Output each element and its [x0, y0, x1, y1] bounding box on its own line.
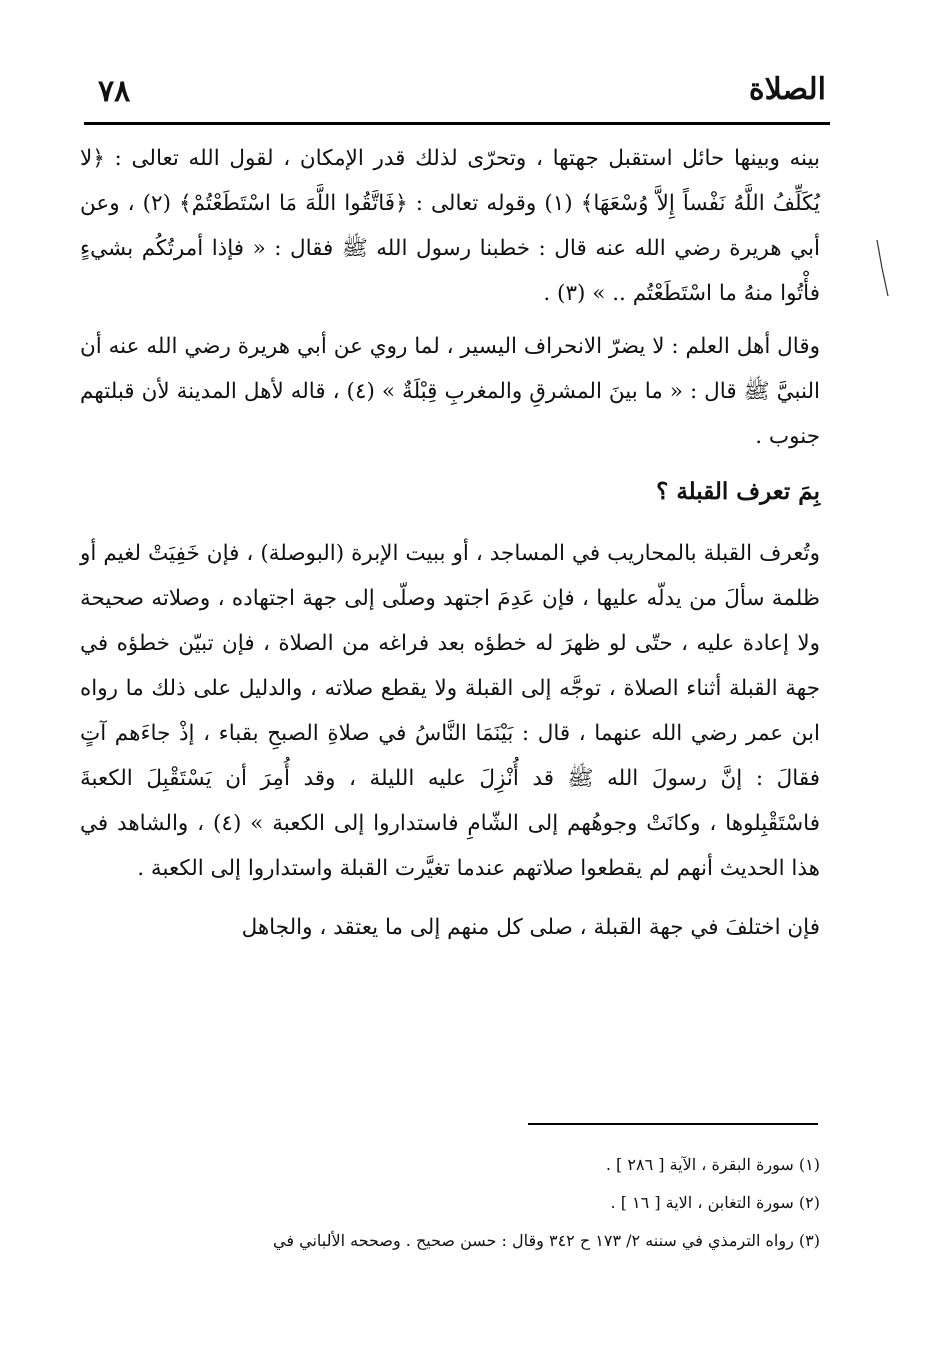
- header-rule: [84, 122, 830, 125]
- paragraph-3: وتُعرف القبلة بالمحاريب في المساجد ، أو ببيت الإبرة (البوصلة) ، فإن خَفِيَتْ لغيم أو ظلمة سألَ من يدلّه عليها ، فإن عَدِمَ اجتهد وصلّى إلى جهة اجتهاده ، وصلاته صحيحة ولا إعادة عليه ، حتّى لو ظهرَ له خطؤه بعد فراغه من الصلاة ، فإن تبيّن خطؤه في جهة القبلة أثناء الصلاة ، توجَّه إلى القبلة ولا يقطع صلاته ، والدليل على ذلك ما رواه ابن عمر رضي الله عنهما ، قال : بَيْنَمَا النَّاسُ في صلاةِ الصبحِ بقباء ، إذْ جاءَهم آتٍ فقالَ : إنَّ رسولَ الله ﷺ قد أُنْزِلَ عليه الليلة ، وقد أُمِرَ أن يَسْتَقْبِلَ الكعبةَ فاسْتَقْبِلوها ، وكانَتْ وجوهُهم إلى الشّامِ فاستداروا إلى الكعبة » (٤) ، والشاهد في هذا الحديث أنهم لم يقطعوا صلاتهم عندما تغيَّرت القبلة واستداروا إلى الكعبة .: [80, 541, 820, 881]
- margin-mark: [874, 238, 892, 298]
- paragraph-1: بينه وبينها حائل استقبل جهتها ، وتحرّى لذلك قدر الإمكان ، لقول الله تعالى : ﴿لا يُكَلِّفُ اللَّهُ نَفْساً إِلاَّ وُسْعَهَا﴾ (١) وقوله تعالى : ﴿فَاتَّقُوا اللَّهَ مَا اسْتَطَعْتُمْ﴾ (٢) ، وعن أبي هريرة رضي الله عنه قال : خطبنا رسول الله ﷺ فقال : « فإذا أمرتُكُم بشيءٍ فأْتُوا منهُ ما اسْتَطَعْتُم .. » (٣) .: [80, 146, 820, 306]
- paragraph-4: فإن اختلفَ في جهة القبلة ، صلى كل منهم إلى ما يعتقد ، والجاهل: [241, 915, 820, 940]
- footnote-2: (٢) سورة التغابن ، الاية [ ١٦ ] .: [610, 1193, 820, 1212]
- page-header: [88, 60, 826, 122]
- section-heading: بِمَ تعرف القبلة ؟: [656, 478, 820, 505]
- footnote-rule: [528, 1123, 818, 1125]
- chapter-title: الصلاة: [748, 72, 826, 107]
- footnote-1: (١) سورة البقرة ، الآية [ ٢٨٦ ] .: [605, 1155, 820, 1174]
- page-number: ٧٨: [98, 74, 131, 109]
- footnotes: [84, 1146, 820, 1260]
- footnote-3: (٣) رواه الترمذي في سننه ٢/ ١٧٣ ح ٣٤٢ وقال : حسن صحيح . وصححه الألباني في: [273, 1231, 820, 1250]
- paragraph-2: وقال أهل العلم : لا يضرّ الانحراف اليسير ، لما روي عن أبي هريرة رضي الله عنه أن النبيَّ ﷺ قال : « ما بينَ المشرقِ والمغربِ قِبْلَةٌ » (٤) ، قاله لأهل المدينة لأن قبلتهم جنوب .: [80, 334, 821, 449]
- main-text: [80, 136, 820, 950]
